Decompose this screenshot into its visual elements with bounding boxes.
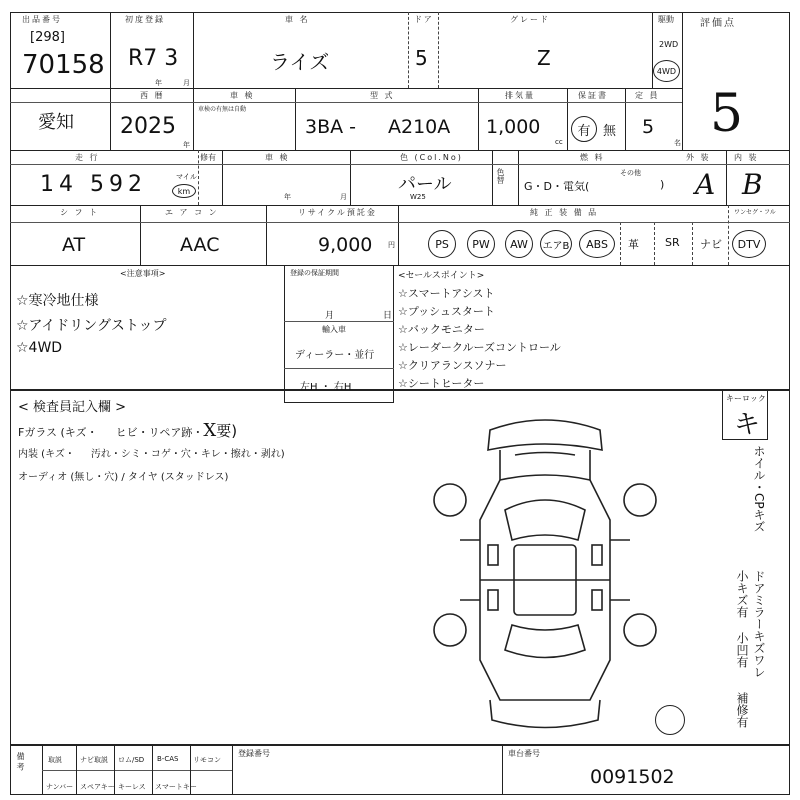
wheel-rl (434, 614, 466, 646)
year-nen: 年 (183, 141, 190, 149)
grade-label: グレード (510, 15, 550, 24)
cc: 1,000 (486, 116, 541, 138)
inspector-title: < 検査員記入欄 > (18, 400, 127, 415)
first-reg-label: 初度登録 (125, 15, 165, 24)
warranty-no: 無 (603, 124, 617, 139)
inspection-sub: 車検の有無は自動 (198, 106, 247, 113)
warranty-tsuki: 月 (325, 311, 335, 321)
inspect-label: 車 検 (265, 153, 290, 162)
chk-bcas: B-CAS (157, 755, 179, 763)
model-label: 車 名 (285, 15, 310, 24)
body-outline (480, 480, 610, 700)
recycle-unit: 円 (388, 241, 395, 249)
mileage-label: 走 行 (75, 153, 100, 162)
mile-unit: マイル (176, 173, 197, 181)
keylock-mark: キ (734, 410, 761, 440)
recycle: 9,000 (318, 234, 373, 256)
shift: AT (62, 234, 86, 256)
chk-rom: ロム/SD (118, 756, 145, 764)
rear-window (505, 625, 585, 658)
equip-sunroof: SR (665, 236, 680, 249)
inspect-tsuki: 月 (340, 193, 347, 201)
drive-label: 駆動 (658, 15, 674, 24)
warranty-yes: 有 (571, 116, 597, 142)
ext-label: 外 装 (686, 153, 711, 162)
color: パール (398, 174, 452, 195)
equip-dtv: DTV (732, 230, 766, 258)
type-prefix: 3BA - (305, 116, 357, 138)
fuel-other: その他 (620, 169, 641, 177)
sales-item-6: ☆シートヒーター (398, 377, 485, 390)
interior-pre: 内装 (キズ・ (18, 449, 75, 460)
caution-label: <注意事項> (120, 269, 166, 278)
drive-2wd: 2WD (659, 40, 679, 49)
fglass-mark: X (203, 420, 217, 441)
sales-label: <セールスポイント> (398, 271, 485, 281)
lot-bracket: [298] (30, 30, 65, 45)
capacity-label: 定 員 (635, 91, 660, 100)
inspect-nen: 年 (284, 193, 291, 201)
sales-item-2: ☆プッシュスタート (398, 305, 495, 318)
region: 愛知 (38, 112, 74, 133)
caution-item-2: ☆アイドリングストップ (16, 318, 167, 334)
shift-label: シ フ ト (60, 208, 100, 217)
equip-pw: PW (467, 230, 495, 258)
reg-label: 登録番号 (238, 749, 270, 758)
color-label: 色 (Col.No) (400, 153, 463, 162)
note-dent: 小凹有 (735, 632, 749, 668)
caution-item-3: ☆4WD (16, 340, 63, 356)
ac: AAC (180, 234, 220, 256)
km-unit: km (172, 184, 196, 198)
sales-item-5: ☆クリアランスソナー (398, 359, 507, 372)
ext-grade: A (695, 168, 716, 201)
lot-number: 70158 (22, 50, 105, 80)
car-diagram (430, 410, 660, 740)
chk-navi-manual: ナビ取説 (80, 756, 108, 764)
fglass-post: 要) (216, 422, 238, 440)
chassis-label: 車台番号 (508, 749, 540, 758)
cc-unit: cc (555, 138, 563, 146)
warranty-hi: 日 (383, 311, 393, 321)
month-mark: 月 (183, 79, 190, 87)
tv-label: ワンセグ・フル (734, 209, 776, 216)
sales-item-3: ☆バックモニター (398, 323, 485, 336)
note-repair: 補修有 (735, 692, 749, 728)
recycle-label: リサイクル預託金 (298, 208, 377, 217)
score-label: 評価点 (700, 18, 736, 29)
score: 5 (710, 84, 744, 144)
equip-ps: PS (428, 230, 456, 258)
drive-4wd: 4WD (653, 60, 680, 82)
interior-post: 汚れ・シミ・コゲ・穴・キレ・擦れ・剥れ) (90, 449, 285, 460)
hood (500, 450, 590, 480)
fuel-options: G・D・電気( (524, 180, 590, 193)
int-label: 内 装 (734, 153, 759, 162)
note-mirror: ドアミラーキズワレ (752, 570, 766, 678)
type-label: 型 式 (370, 91, 395, 100)
warranty-term-label: 登録の保証期間 (290, 269, 339, 277)
color-code: W25 (410, 193, 426, 201)
capacity: 5 (642, 116, 655, 138)
windshield (505, 500, 585, 540)
equip-label: 純 正 装 備 品 (530, 208, 599, 217)
cc-label: 排気量 (505, 91, 535, 100)
color-change-label: 色替 (496, 168, 505, 184)
sales-item-4: ☆レーダークルーズコントロール (398, 341, 561, 354)
chassis-number: 0091502 (590, 766, 675, 788)
inspector-frame (10, 390, 790, 745)
equip-abs: ABS (579, 230, 615, 258)
inspector-line3: オーディオ (無し・穴) / タイヤ (スタッドレス) (18, 472, 229, 483)
wheel-fr (624, 484, 656, 516)
year: 2025 (120, 114, 176, 139)
handle-options: 左H ・ 右H (300, 382, 352, 393)
import-label: 輸入車 (322, 325, 346, 334)
ac-label: エ ア コ ン (165, 208, 219, 217)
equip-aw: AW (505, 230, 533, 258)
door-label: ドア (414, 15, 434, 24)
inspection-label: 車 検 (230, 91, 255, 100)
rear-bumper (490, 700, 600, 728)
note-wheel: ホイル・CPキズ (752, 445, 766, 533)
import-options: ディーラー・並行 (295, 350, 375, 361)
wheel-fl (434, 484, 466, 516)
lot-label: 出品番号 (22, 15, 62, 24)
chk-remote: リモコン (193, 756, 221, 764)
grade: Z (537, 46, 551, 70)
fuel-close: ) (660, 178, 665, 191)
history-label: 修有 (200, 153, 216, 162)
fglass-pre: Fガラス (キズ・ (18, 426, 98, 439)
equip-leather: 革 (628, 238, 639, 251)
equip-airbag: エアB (540, 230, 572, 258)
spare-tire-circle (655, 705, 685, 735)
fuel-label: 燃 料 (580, 153, 605, 162)
first-reg: R7 3 (128, 46, 179, 71)
chk-manual: 取説 (48, 756, 62, 764)
sales-item-1: ☆スマートアシスト (398, 287, 495, 300)
warranty-label: 保証書 (578, 91, 608, 100)
chk-keyless: キーレス (118, 783, 146, 791)
keylock-label: キーロック (726, 394, 766, 403)
chk-smart-key: スマートキー (155, 783, 197, 791)
bl-label: 備 考 (16, 752, 25, 771)
doors: 5 (415, 46, 428, 70)
model: ライズ (270, 50, 330, 74)
year-label: 西 暦 (140, 91, 165, 100)
chk-spare-key: スペアキー (80, 783, 115, 791)
inspector-line2 (18, 445, 285, 460)
inspector-line1 (18, 420, 237, 441)
type-code: A210A (388, 116, 451, 138)
year-mark: 年 (155, 79, 162, 87)
wheel-rr (624, 614, 656, 646)
int-grade: B (742, 168, 763, 201)
caution-item-1: ☆寒冷地仕様 (16, 293, 99, 309)
front-bumper (488, 420, 602, 450)
fglass-mid: ヒビ・リペア跡・ (115, 426, 204, 439)
chk-plate: ナンバー (46, 783, 74, 791)
note-scratch: 小キズ有 (735, 570, 749, 618)
capacity-unit: 名 (674, 139, 681, 147)
mileage: 14 592 (40, 172, 147, 197)
equip-navi: ナビ (700, 238, 722, 251)
